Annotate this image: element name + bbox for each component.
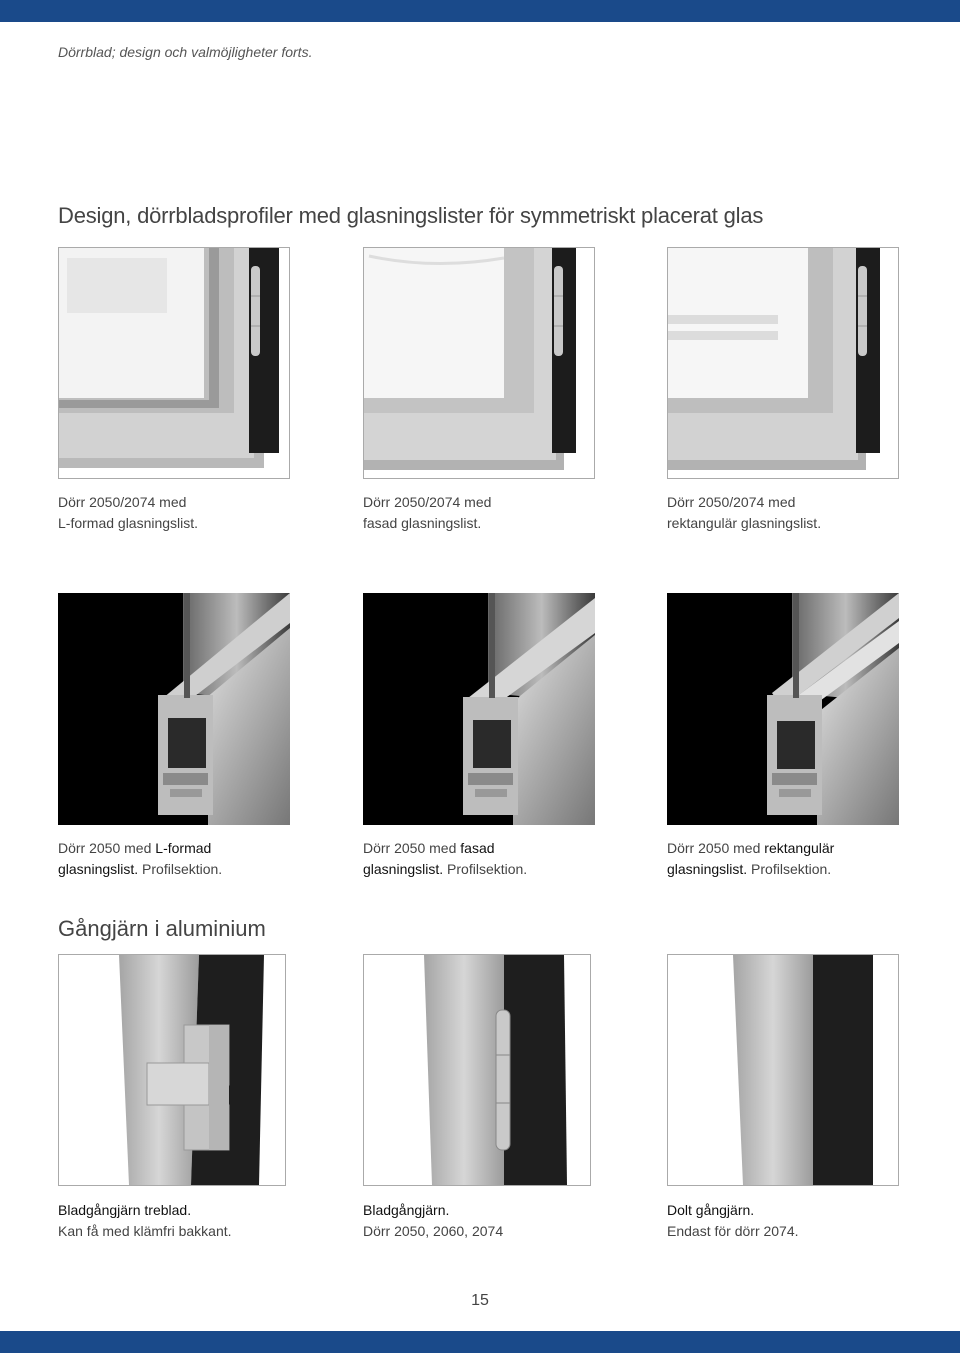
bottom-band <box>0 1331 960 1353</box>
caption-title: Bladgångjärn. <box>363 1202 450 1218</box>
caption-line: fasad glasningslist. <box>363 515 482 531</box>
page-number: 15 <box>471 1292 489 1309</box>
caption-hinge-treblad <box>58 1200 318 1242</box>
caption-desc: Dörr 2050, 2060, 2074 <box>363 1223 504 1239</box>
caption-line: L-formad glasningslist. <box>58 515 199 531</box>
caption-rektangular <box>667 492 927 534</box>
caption-line <box>58 838 318 859</box>
caption-rest: Profilsektion. <box>138 861 223 877</box>
caption-profile-rektangular <box>667 838 927 880</box>
caption-line: Dörr 2050/2074 med <box>363 494 492 510</box>
caption-line: Dörr 2050/2074 med <box>667 494 796 510</box>
profile-section-image-fasad <box>363 593 595 825</box>
door-corner-image-fasad <box>363 247 595 479</box>
caption-line <box>667 838 927 859</box>
caption-desc: Kan få med klämfri bakkant. <box>58 1223 232 1239</box>
caption-prefix: Dörr 2050 med <box>667 840 765 856</box>
hinge-image-dolt <box>667 954 899 1186</box>
caption-rest: Profilsektion. <box>443 861 528 877</box>
door-corner-image-rektangular <box>667 247 899 479</box>
caption-profile-l-formad <box>58 838 318 880</box>
caption-prefix: Dörr 2050 med <box>58 840 156 856</box>
caption-fasad <box>363 492 623 534</box>
section-title-hinges: Gångjärn i aluminium <box>58 916 266 941</box>
caption-bold: rektangulär <box>764 840 835 856</box>
caption-line <box>58 859 318 880</box>
caption-bold: glasningslist. <box>58 861 139 877</box>
caption-bold: fasad <box>460 840 495 856</box>
caption-desc: Endast för dörr 2074. <box>667 1223 799 1239</box>
caption-title: Dolt gångjärn. <box>667 1202 755 1218</box>
caption-line <box>363 859 623 880</box>
profile-section-image-l-formad <box>58 593 290 825</box>
caption-line <box>667 859 927 880</box>
caption-prefix: Dörr 2050 med <box>363 840 461 856</box>
caption-profile-fasad <box>363 838 623 880</box>
caption-line: rektangulär glasningslist. <box>667 515 822 531</box>
door-corner-image-l-formad <box>58 247 290 479</box>
hinge-image-bladgangjarn <box>363 954 591 1186</box>
caption-bold: L-formad <box>155 840 212 856</box>
caption-hinge-dolt <box>667 1200 927 1242</box>
hinge-image-treblad <box>58 954 286 1186</box>
profile-section-image-rektangular <box>667 593 899 825</box>
section-title-design: Design, dörrbladsprofiler med glasningslister för symmetriskt placerat glas <box>58 203 764 228</box>
caption-l-formad <box>58 492 318 534</box>
caption-line: Dörr 2050/2074 med <box>58 494 187 510</box>
caption-bold: glasningslist. <box>363 861 444 877</box>
caption-title: Bladgångjärn treblad. <box>58 1202 192 1218</box>
caption-rest: Profilsektion. <box>747 861 832 877</box>
caption-hinge-bladgangjarn <box>363 1200 623 1242</box>
caption-bold: glasningslist. <box>667 861 748 877</box>
breadcrumb: Dörrblad; design och valmöjligheter forts. <box>58 44 313 60</box>
top-band <box>0 0 960 22</box>
caption-line <box>363 838 623 859</box>
